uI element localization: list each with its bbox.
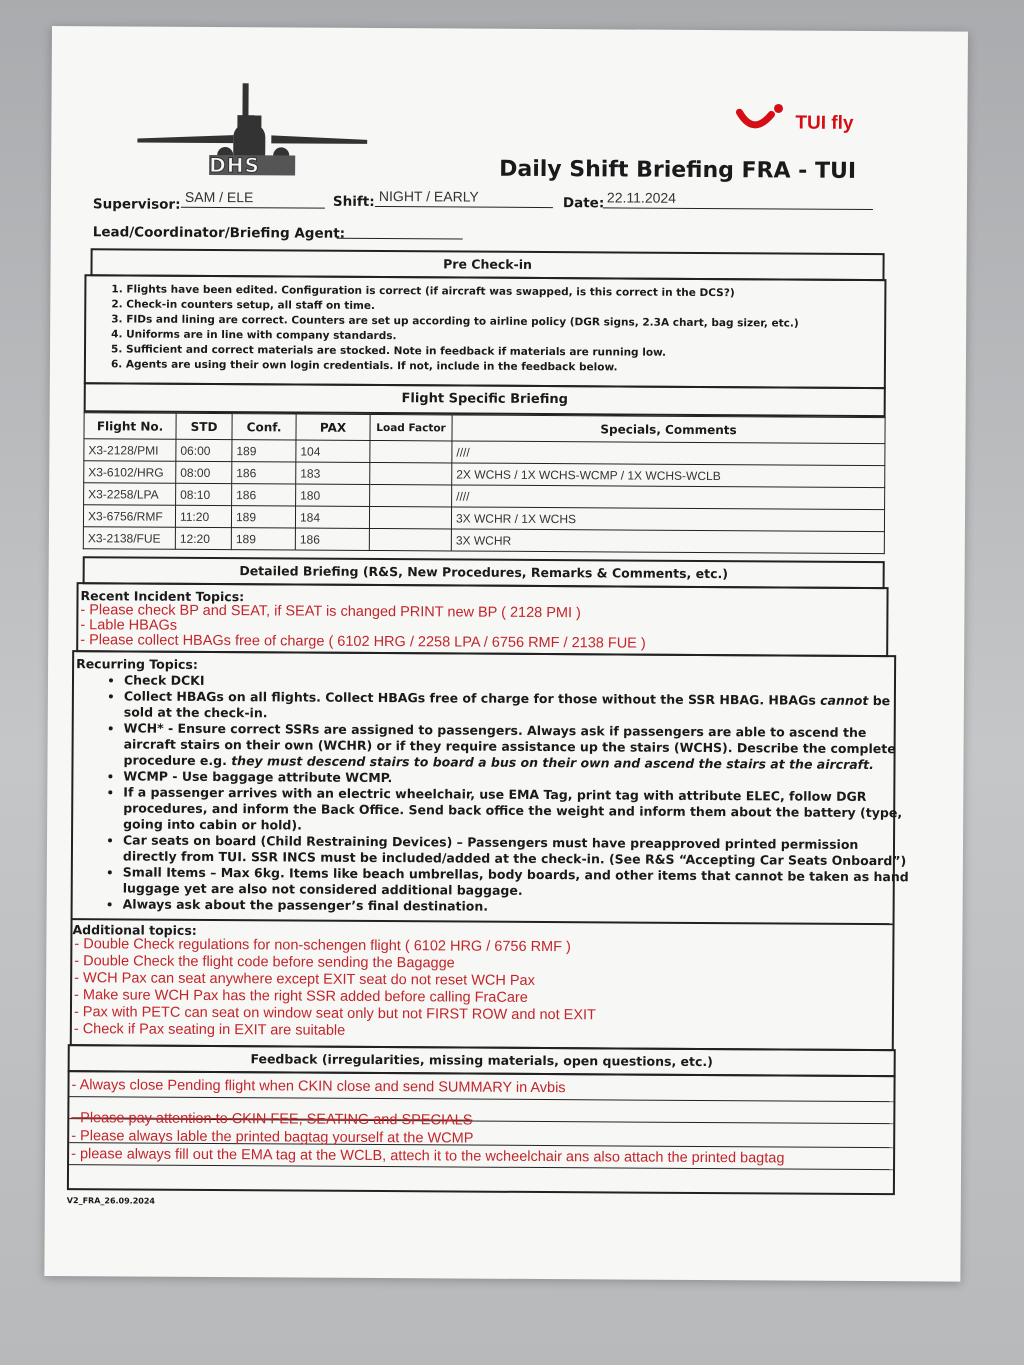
pax-cell: 180: [296, 484, 370, 506]
flight-table: [83, 412, 886, 554]
recurring-topics-title: Recurring Topics:: [76, 656, 198, 672]
flight-row: [83, 527, 884, 554]
recurring-topic-text: Small Items – Max 6kg. Items like beach umbrellas, body boards, and other items that cannot be taken as hand luggage yet are also not considered additional baggage.: [122, 864, 909, 898]
additional-topic-item: - Check if Pax seating in EXIT are suitable: [73, 1021, 346, 1039]
feedback-title: Feedback (irregularities, missing materials, open questions, etc.): [250, 1051, 713, 1070]
load-factor-cell: [370, 484, 452, 507]
recurring-topic-text: Collect HBAGs on all flights. Collect HBAGs free of charge for those without the SSR HBAG. HBAGs: [123, 688, 821, 708]
tui-fly-brand: TUI fly: [795, 112, 854, 134]
recent-incidents-title: Recent Incident Topics:: [80, 588, 245, 605]
load-factor-cell: [369, 506, 451, 529]
conf-cell: 189: [231, 528, 295, 550]
flight-no-cell: X3-2258/LPA: [84, 483, 176, 506]
std-cell: 06:00: [176, 439, 232, 461]
pax-cell: 104: [296, 440, 370, 462]
feedback-line: - Always close Pending flight when CKIN close and send SUMMARY in Avbis: [71, 1077, 566, 1097]
flight-briefing-title: Flight Specific Briefing: [401, 391, 568, 408]
shift-value: NIGHT / EARLY: [378, 188, 479, 205]
specials-cell: 3X WCHR: [451, 529, 884, 554]
recurring-topic-text: be sold at the check-in.: [123, 692, 891, 721]
recurring-topic-text: WCH* - Ensure correct SSRs are assigned to passengers. Always ask if passengers are able to ascend the aircraft stairs on their own (WCHR) or if they require assistance up the stairs (WCHS). Describe the complete procedure e.g.: [123, 720, 896, 769]
feedback-line: - please always fill out the EMA tag at the WCLB, attech it to the wcheelchair ans also attach the printed bagtag: [71, 1146, 785, 1167]
pre-checkin-item: 2. Check-in counters setup, all staff on time.: [126, 297, 884, 317]
std-cell: 12:20: [175, 527, 231, 549]
additional-topic-item: - Double Check the flight code before sending the Bagagge: [74, 953, 455, 972]
version-footer: V2_FRA_26.09.2024: [66, 1196, 156, 1206]
lead-line: [337, 238, 463, 240]
flight-no-cell: X3-6756/RMF: [83, 505, 175, 528]
supervisor-line: [181, 207, 325, 209]
pre-checkin-item: 5. Sufficient and correct materials are stocked. Note in feedback if materials are running low.: [126, 342, 884, 362]
pre-checkin-box: [84, 274, 887, 389]
recurring-topic-item: [123, 832, 913, 869]
feedback-box: [67, 1070, 896, 1195]
additional-topic-item: - WCH Pax can seat anywhere except EXIT seat do not reset WCH Pax: [74, 970, 535, 989]
dhs-logo-text: DHS: [209, 152, 260, 178]
load-factor-cell: [370, 462, 452, 485]
supervisor-label: Supervisor:: [92, 196, 181, 213]
recurring-topic-item: [123, 784, 913, 837]
recurring-topic-text: Car seats on board (Child Restraining Devices) – Passengers must have preapproved printed permission directly from TUI. SSR INCS must be included/added at the check-in. (See R&S “Accepting Car Seats Onboard”): [122, 832, 907, 869]
recurring-topic-text: Always ask about the passenger’s final destination.: [122, 896, 489, 914]
date-line: [603, 207, 873, 210]
recent-incidents-box: [76, 582, 888, 657]
pax-cell: 183: [296, 462, 370, 484]
pax-cell: 184: [295, 506, 369, 528]
recent-incident-item: - Lable HBAGs: [80, 617, 178, 634]
recent-incident-item: - Please collect HBAGs free of charge ( 6102 HRG / 2258 LPA / 6756 RMF / 2138 FUE ): [80, 632, 646, 652]
flight-no-cell: X3-2138/FUE: [83, 527, 175, 550]
specials-cell: ////: [452, 485, 885, 510]
feedback-line-struck: - Please pay attention to CKIN FEE, SEATING and SPECIALS: [71, 1110, 473, 1129]
flight-no-cell: X3-6102/HRG: [84, 461, 176, 484]
feedback-rule: [69, 1096, 893, 1102]
recurring-topic-item: [123, 896, 913, 917]
additional-topic-item: - Make sure WCH Pax has the right SSR added before calling FraCare: [74, 987, 528, 1006]
load-factor-cell: [369, 528, 451, 551]
conf-cell: 186: [232, 484, 296, 506]
detailed-briefing-title: Detailed Briefing (R&S, New Procedures, Remarks & Comments, etc.): [239, 563, 729, 582]
briefing-sheet: [44, 26, 968, 1282]
flight-no-cell: X3-2128/PMI: [84, 439, 176, 462]
supervisor-value: SAM / ELE: [184, 188, 254, 206]
specials-cell: 2X WCHS / 1X WCHS-WCMP / 1X WCHS-WCLB: [452, 463, 885, 488]
specials-cell: 3X WCHR / 1X WCHS: [451, 507, 884, 532]
recent-incident-item: - Please check BP and SEAT, if SEAT is changed PRINT new BP ( 2128 PMI ): [80, 602, 581, 622]
shift-label: Shift:: [332, 193, 375, 210]
recurring-topic-item: [124, 688, 914, 725]
page-title: Daily Shift Briefing FRA - TUI: [499, 156, 857, 184]
recurring-topics-list: [79, 672, 914, 917]
feedback-line: - Please always lable the printed bagtag yourself at the WCMP: [71, 1128, 474, 1147]
col-std: STD: [176, 413, 232, 439]
pre-checkin-item: 6. Agents are using their own login credentials. If not, include in the feedback below.: [126, 357, 884, 377]
pre-checkin-title: Pre Check-in: [443, 256, 533, 272]
recurring-topic-text: If a passenger arrives with an electric wheelchair, use EMA Tag, print tag with attribute ELEC, follow DGR procedures, and inform the Back Office. Send back office the weight and inform them about the battery (type, going into cabin or hold).: [123, 784, 903, 833]
additional-topic-item: - Double Check regulations for non-schengen flight ( 6102 HRG / 6756 RMF ): [74, 936, 571, 956]
pre-checkin-item: 4. Uniforms are in line with company standards.: [126, 327, 884, 347]
col-flight-no: Flight No.: [84, 413, 176, 440]
col-conf: Conf.: [232, 414, 296, 440]
date-value: 22.11.2024: [606, 189, 677, 206]
shift-line: [375, 206, 553, 208]
col-load-factor: Load Factor: [370, 414, 452, 441]
lead-label: Lead/Coordinator/Briefing Agent:: [92, 224, 346, 242]
recurring-topic-emphasis: cannot: [820, 692, 869, 708]
recurring-topic-item: [123, 720, 913, 773]
col-pax: PAX: [296, 414, 370, 440]
specials-cell: ////: [452, 441, 885, 466]
additional-topics-title: Additional topics:: [72, 918, 892, 942]
pre-checkin-item: 1. Flights have been edited. Configuration is correct (if aircraft was swapped, is this correct in the DCS?): [126, 282, 884, 302]
pax-cell: 186: [295, 528, 369, 550]
recurring-topic-item: [123, 864, 913, 901]
std-cell: 08:10: [176, 483, 232, 505]
date-label: Date:: [562, 195, 605, 212]
pre-checkin-item: 3. FIDs and lining are correct. Counters are set up according to airline policy (DGR signs, 2.3A chart, bag sizer, etc.): [126, 312, 884, 332]
tui-smile-logo-icon: [735, 102, 785, 136]
flight-table-body: [83, 439, 885, 554]
recurring-topic-emphasis: they must descend stairs to board a bus on their own and ascend the stairs at the aircraft.: [231, 753, 874, 773]
conf-cell: 189: [231, 506, 295, 528]
pre-checkin-list: [86, 276, 885, 377]
recurring-topics-box: [70, 650, 909, 1051]
load-factor-cell: [370, 440, 452, 463]
conf-cell: 189: [232, 440, 296, 462]
recurring-topic-text: WCMP - Use baggage attribute WCMP.: [123, 768, 393, 786]
additional-topic-item: - Pax with PETC can seat on window seat only but not FIRST ROW and not EXIT: [73, 1004, 596, 1024]
std-cell: 11:20: [175, 505, 231, 527]
conf-cell: 186: [232, 462, 296, 484]
flight-briefing-header-box: [84, 382, 886, 417]
col-specials: Specials, Comments: [452, 415, 885, 444]
recurring-topic-text: Check DCKI: [123, 672, 205, 688]
std-cell: 08:00: [176, 461, 232, 483]
